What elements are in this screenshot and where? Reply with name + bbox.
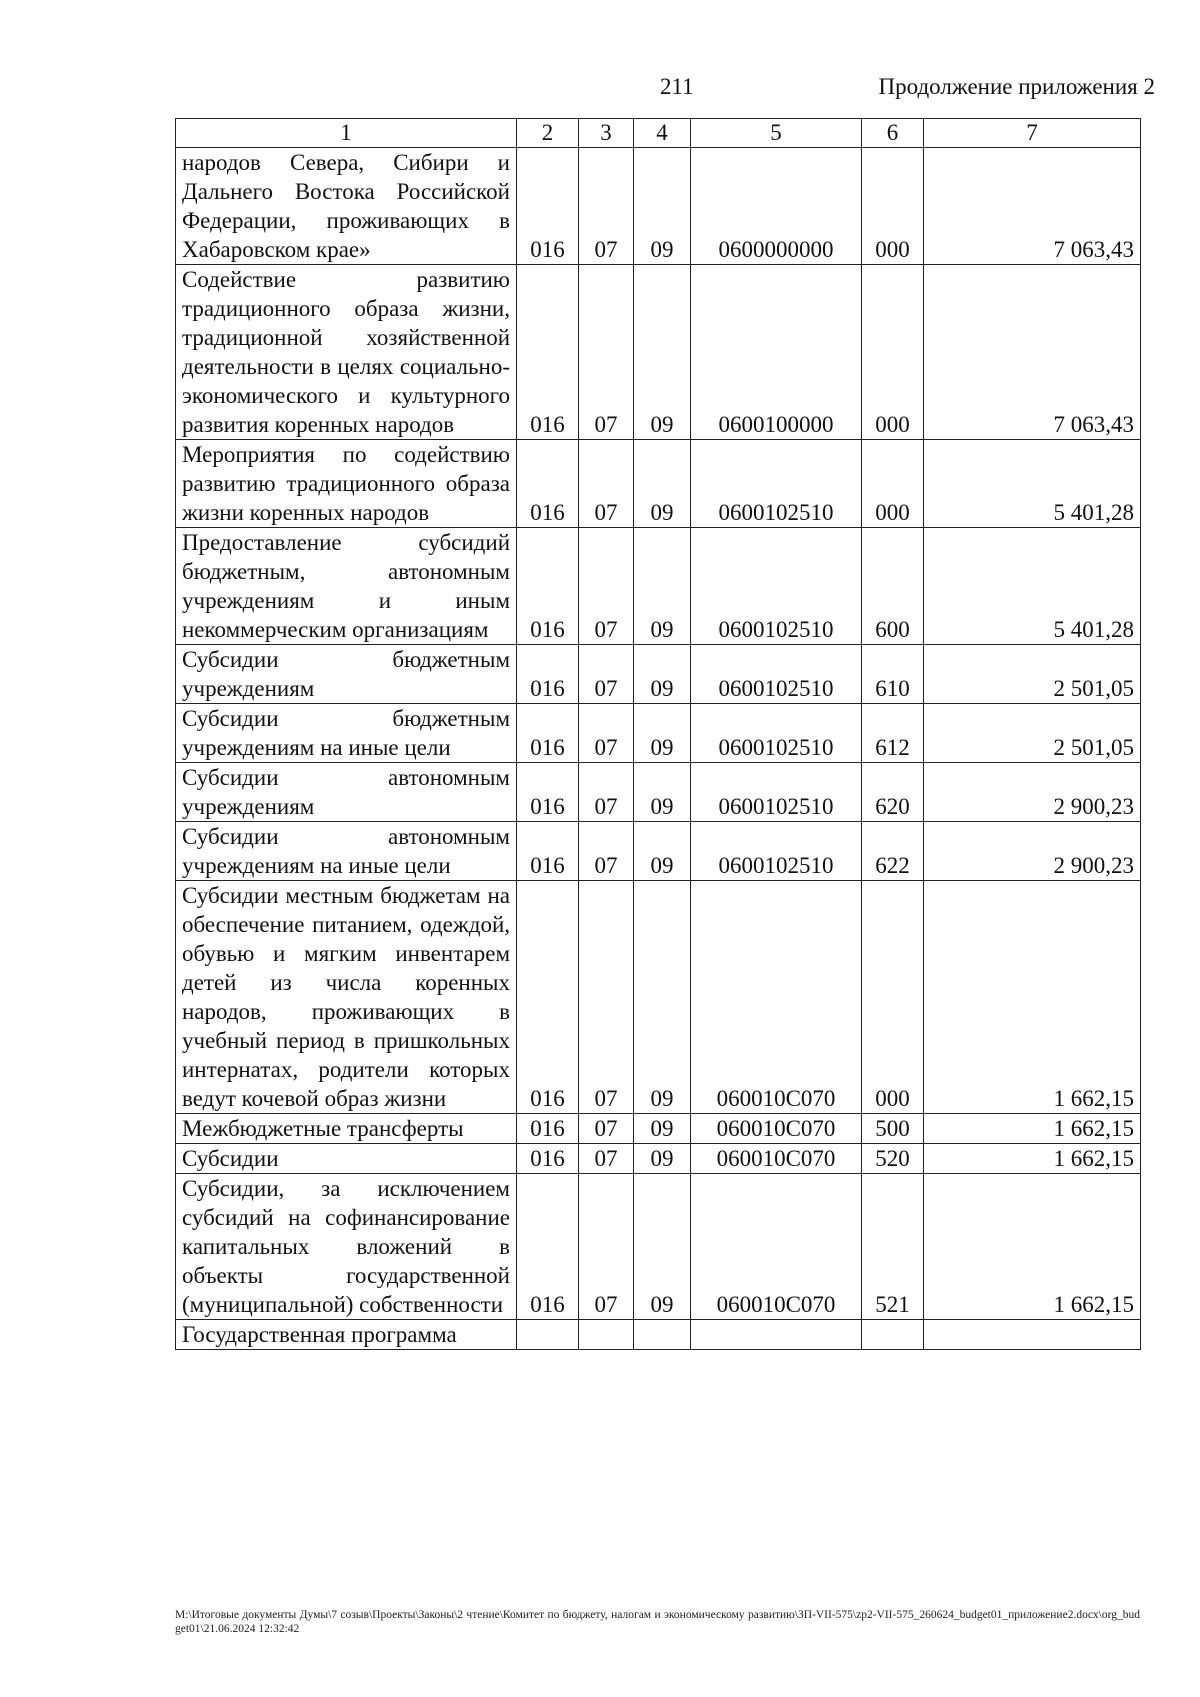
cell-amount: 1 662,15 bbox=[924, 881, 1141, 1114]
item-name: Субсидии бюджетным учреждениям на иные цели bbox=[176, 704, 517, 763]
cell-col4: 09 bbox=[634, 881, 691, 1114]
item-name: Субсидии местным бюджетам на обеспечение питанием, одеждой, обувью и мягким инвентарем детей из числа коренных народов, проживающих в учебный период в пришкольных интернатах, родители которых ведут кочевой образ жизни bbox=[176, 881, 517, 1114]
cell-col5: 0600100000 bbox=[691, 265, 862, 440]
item-name: народов Севера, Сибири и Дальнего Востока Российской Федерации, проживающих в Хабаровском крае» bbox=[176, 148, 517, 265]
cell-col5: 0600102510 bbox=[691, 822, 862, 881]
cell-col4 bbox=[634, 1320, 691, 1350]
table-row bbox=[176, 881, 1141, 1114]
cell-col5: 060010С070 bbox=[691, 1144, 862, 1174]
cell-amount: 1 662,15 bbox=[924, 1114, 1141, 1144]
cell-col6: 620 bbox=[862, 763, 924, 822]
table-row bbox=[176, 148, 1141, 265]
cell-amount: 7 063,43 bbox=[924, 265, 1141, 440]
table-row bbox=[176, 1174, 1141, 1320]
column-header: 3 bbox=[579, 119, 634, 148]
cell-amount: 1 662,15 bbox=[924, 1144, 1141, 1174]
cell-col4: 09 bbox=[634, 822, 691, 881]
cell-amount: 1 662,15 bbox=[924, 1174, 1141, 1320]
cell-amount: 5 401,28 bbox=[924, 528, 1141, 645]
column-header: 5 bbox=[691, 119, 862, 148]
cell-col2: 016 bbox=[517, 1114, 579, 1144]
cell-col5: 0600102510 bbox=[691, 645, 862, 704]
cell-col2: 016 bbox=[517, 704, 579, 763]
cell-col4: 09 bbox=[634, 148, 691, 265]
cell-col5: 0600102510 bbox=[691, 763, 862, 822]
column-header: 1 bbox=[176, 119, 517, 148]
column-header: 6 bbox=[862, 119, 924, 148]
cell-col5: 060010С070 bbox=[691, 881, 862, 1114]
cell-col3 bbox=[579, 1320, 634, 1350]
cell-col4: 09 bbox=[634, 1144, 691, 1174]
column-header: 7 bbox=[924, 119, 1141, 148]
file-path-footer: М:\Итоговые документы Думы\7 созыв\Проекты\Законы\2 чтение\Комитет по бюджету, налогам и экономическому развитию\ЗП-VII-575\zp2-VII-575_260624_budget01_приложение2.docx\org_budget01\21.06.2024 12:32:42 bbox=[175, 1609, 1140, 1635]
table-row bbox=[176, 645, 1141, 704]
cell-col5: 060010С070 bbox=[691, 1114, 862, 1144]
cell-amount: 2 900,23 bbox=[924, 822, 1141, 881]
cell-col3: 07 bbox=[579, 1114, 634, 1144]
cell-col2: 016 bbox=[517, 763, 579, 822]
cell-col5: 0600102510 bbox=[691, 528, 862, 645]
table-row bbox=[176, 528, 1141, 645]
cell-col2: 016 bbox=[517, 528, 579, 645]
cell-col5: 060010С070 bbox=[691, 1174, 862, 1320]
cell-amount: 5 401,28 bbox=[924, 440, 1141, 528]
cell-col5: 0600000000 bbox=[691, 148, 862, 265]
table-row bbox=[176, 440, 1141, 528]
cell-col6: 612 bbox=[862, 704, 924, 763]
item-name: Субсидии, за исключением субсидий на софинансирование капитальных вложений в объекты государственной (муниципальной) собственности bbox=[176, 1174, 517, 1320]
cell-col4: 09 bbox=[634, 645, 691, 704]
cell-col2: 016 bbox=[517, 881, 579, 1114]
cell-col2: 016 bbox=[517, 148, 579, 265]
item-name: Межбюджетные трансферты bbox=[176, 1114, 517, 1144]
table-row bbox=[176, 1144, 1141, 1174]
table-row bbox=[176, 265, 1141, 440]
cell-col2 bbox=[517, 1320, 579, 1350]
table-row bbox=[176, 1320, 1141, 1350]
cell-col2: 016 bbox=[517, 1144, 579, 1174]
cell-col4: 09 bbox=[634, 265, 691, 440]
cell-col2: 016 bbox=[517, 645, 579, 704]
item-name: Государственная программа bbox=[176, 1320, 517, 1350]
table-row bbox=[176, 704, 1141, 763]
cell-col3: 07 bbox=[579, 528, 634, 645]
cell-col6: 500 bbox=[862, 1114, 924, 1144]
cell-col3: 07 bbox=[579, 1174, 634, 1320]
cell-col3: 07 bbox=[579, 1144, 634, 1174]
cell-col4: 09 bbox=[634, 704, 691, 763]
cell-col4: 09 bbox=[634, 528, 691, 645]
table-row bbox=[176, 822, 1141, 881]
item-name: Субсидии автономным учреждениям на иные цели bbox=[176, 822, 517, 881]
item-name: Субсидии автономным учреждениям bbox=[176, 763, 517, 822]
cell-col6: 000 bbox=[862, 881, 924, 1114]
cell-col6: 622 bbox=[862, 822, 924, 881]
cell-col5: 0600102510 bbox=[691, 440, 862, 528]
cell-amount: 2 900,23 bbox=[924, 763, 1141, 822]
table-row bbox=[176, 1114, 1141, 1144]
cell-amount: 7 063,43 bbox=[924, 148, 1141, 265]
item-name: Предоставление субсидий бюджетным, автономным учреждениям и иным некоммерческим организациям bbox=[176, 528, 517, 645]
page-number: 211 bbox=[660, 74, 694, 99]
cell-col6: 000 bbox=[862, 440, 924, 528]
cell-col6: 521 bbox=[862, 1174, 924, 1320]
column-header: 4 bbox=[634, 119, 691, 148]
cell-col2: 016 bbox=[517, 1174, 579, 1320]
budget-table bbox=[175, 118, 1141, 1350]
cell-col3: 07 bbox=[579, 440, 634, 528]
cell-col6: 000 bbox=[862, 148, 924, 265]
cell-col3: 07 bbox=[579, 645, 634, 704]
cell-col4: 09 bbox=[634, 1174, 691, 1320]
cell-col5: 0600102510 bbox=[691, 704, 862, 763]
cell-col4: 09 bbox=[634, 763, 691, 822]
cell-amount: 2 501,05 bbox=[924, 704, 1141, 763]
cell-col6: 000 bbox=[862, 265, 924, 440]
cell-col5 bbox=[691, 1320, 862, 1350]
item-name: Содействие развитию традиционного образа жизни, традиционной хозяйственной деятельности в целях социально-экономического и культурного развития коренных народов bbox=[176, 265, 517, 440]
cell-col4: 09 bbox=[634, 440, 691, 528]
column-header: 2 bbox=[517, 119, 579, 148]
cell-col3: 07 bbox=[579, 148, 634, 265]
continuation-label: Продолжение приложения 2 bbox=[878, 74, 1155, 99]
cell-col3: 07 bbox=[579, 763, 634, 822]
cell-amount bbox=[924, 1320, 1141, 1350]
cell-col2: 016 bbox=[517, 440, 579, 528]
cell-col2: 016 bbox=[517, 822, 579, 881]
cell-col6 bbox=[862, 1320, 924, 1350]
table-header-row bbox=[176, 119, 1141, 148]
cell-col4: 09 bbox=[634, 1114, 691, 1144]
cell-col6: 520 bbox=[862, 1144, 924, 1174]
cell-col3: 07 bbox=[579, 822, 634, 881]
cell-col6: 600 bbox=[862, 528, 924, 645]
cell-amount: 2 501,05 bbox=[924, 645, 1141, 704]
item-name: Субсидии bbox=[176, 1144, 517, 1174]
cell-col6: 610 bbox=[862, 645, 924, 704]
table-row bbox=[176, 763, 1141, 822]
cell-col2: 016 bbox=[517, 265, 579, 440]
item-name: Субсидии бюджетным учреждениям bbox=[176, 645, 517, 704]
cell-col3: 07 bbox=[579, 881, 634, 1114]
item-name: Мероприятия по содействию развитию традиционного образа жизни коренных народов bbox=[176, 440, 517, 528]
cell-col3: 07 bbox=[579, 704, 634, 763]
cell-col3: 07 bbox=[579, 265, 634, 440]
